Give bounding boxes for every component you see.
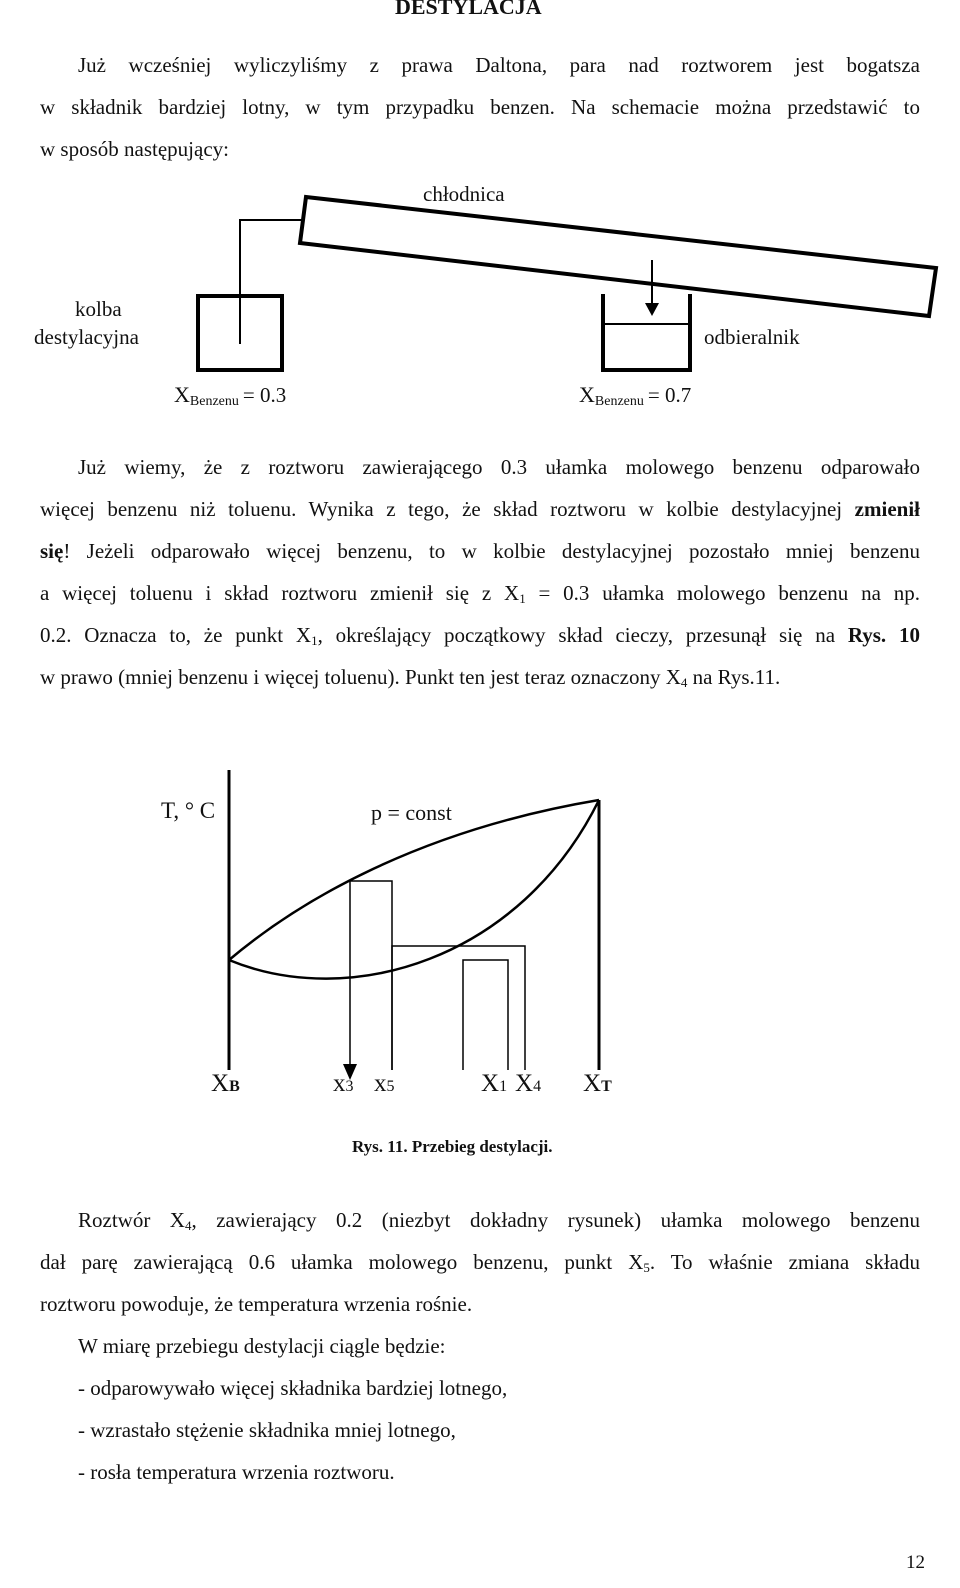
page-title: DESTYLACJA	[395, 0, 542, 19]
intro-line-3: w sposób następujący:	[40, 137, 229, 161]
para3-line-4: W miarę przebiegu destylacji ciągle będzie:	[78, 1334, 446, 1358]
flask-composition: XBenzenu = 0.3	[174, 382, 287, 409]
tick-x1: X1	[481, 1070, 508, 1097]
page-number: 12	[906, 1552, 925, 1573]
liquid-curve	[229, 800, 599, 979]
flask-label-line2: destylacyjna	[34, 325, 139, 349]
para3-line-2: dał parę zawierającą 0.6 ułamka molowego benzenu, punkt $X_5$. To właśnie zmiana składu	[40, 1250, 921, 1275]
bullet-item: - rosła temperatura wrzenia roztworu.	[78, 1460, 395, 1484]
bullet-item: - odparowywało więcej składnika bardziej lotnego,	[78, 1376, 508, 1400]
figure-caption: Rys. 11. Przebieg destylacji.	[352, 1137, 553, 1156]
tick-x5: x5	[374, 1070, 395, 1097]
y-axis-label: T, ° C	[161, 798, 216, 823]
para2-line-1: Już wiemy, że z roztworu zawierającego 0.3 ułamka molowego benzenu odparowało	[78, 455, 920, 479]
receiver-composition: XBenzenu = 0.7	[579, 382, 692, 409]
flask-label-line1: kolba	[75, 297, 122, 321]
para2-line-6: w prawo (mniej benzenu i więcej toluenu). Punkt ten jest teraz oznaczony $X_4$ na Rys.11.	[40, 665, 781, 690]
x1-tie-line	[463, 960, 508, 1070]
bullet-item: - wzrastało stężenie składnika mniej lotnego,	[78, 1418, 456, 1442]
condenser-label: chłodnica	[423, 182, 505, 206]
receiver-label: odbieralnik	[704, 325, 800, 349]
intro-line-2: w składnik bardziej lotny, w tym przypadku benzen. Na schemacie można przedstawić to	[40, 95, 920, 119]
para2-line-4: a więcej toluenu i skład roztworu zmienił się z $X_1 = 0.3$ ułamka molowego benzenu na np.	[40, 581, 920, 606]
para2-line-5: 0.2. Oznacza to, że punkt $X_1$, określający początkowy skład cieczy, przesunął się na Rys. 10	[40, 623, 920, 648]
tick-xb: XB	[211, 1070, 240, 1097]
pressure-label: p = const	[371, 800, 452, 825]
tick-x4: X4	[515, 1070, 542, 1097]
para2-line-3: się! Jeżeli odparowało więcej benzenu, to w kolbie destylacyjnej pozostało mniej benzenu	[40, 539, 920, 563]
tick-xt: XT	[583, 1070, 612, 1097]
tick-x3: x3	[333, 1070, 354, 1097]
para2-line-2: więcej benzenu niż toluenu. Wynika z tego, że skład roztworu w kolbie destylacyjnej zmienił	[40, 497, 920, 521]
para3-line-1: Roztwór $X_4$, zawierający 0.2 (niezbyt dokładny rysunek) ułamka molowego benzenu	[78, 1208, 920, 1233]
intro-line-1: Już wcześniej wyliczyliśmy z prawa Daltona, para nad roztworem jest bogatsza	[78, 53, 920, 77]
para3-line-3: roztworu powoduje, że temperatura wrzenia rośnie.	[40, 1292, 473, 1316]
